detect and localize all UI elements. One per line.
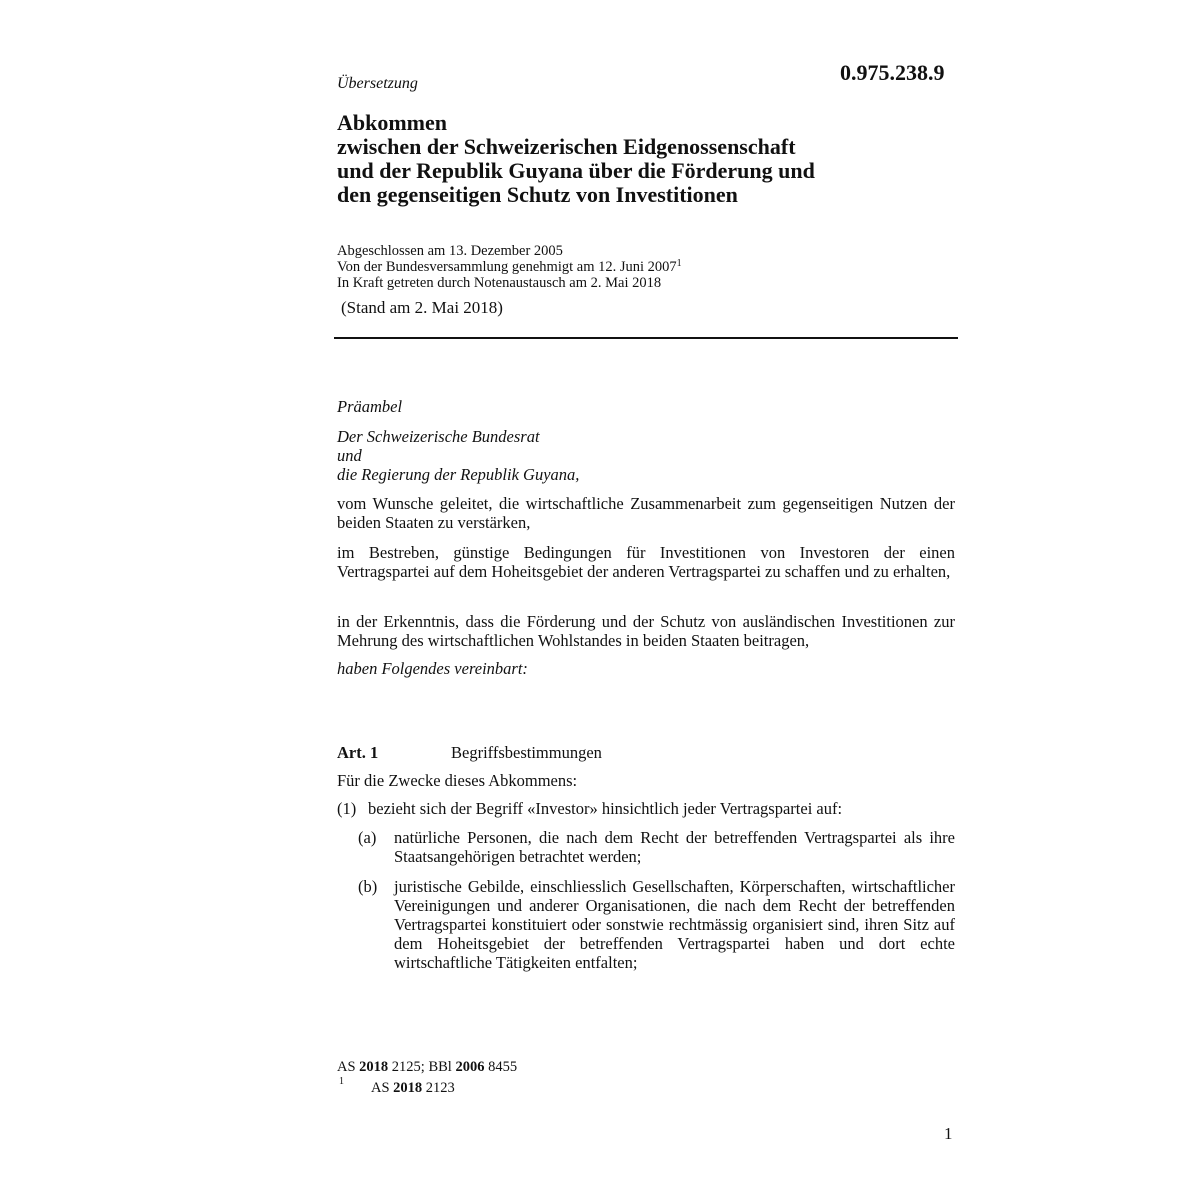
footnote-as-page: 2123	[422, 1080, 455, 1096]
concluded-date: Abgeschlossen am 13. Dezember 2005	[337, 243, 563, 259]
conjunction: und	[337, 446, 362, 465]
agreement-clause: haben Folgendes vereinbart:	[337, 659, 528, 678]
item-text: juristische Gebilde, einschliesslich Gesellschaften, Körperschaften, wirtschaftlicher Vereinigungen und anderer Organisationen, die nach dem Recht der betreffenden Vertragspartei konstituiert oder sonstwie rechtmässig organisiert sind, ihren Sitz auf dem Hoheitsgebiet der betreffenden Vertragspartei haben und dort echte wirtschaftliche Tätigkeiten entfalten;	[394, 877, 955, 972]
item-label: (b)	[358, 877, 378, 896]
source-bbl-year: 2006	[455, 1059, 485, 1075]
title-line: und der Republik Guyana über die Förderung und	[337, 158, 815, 183]
dates-block	[337, 243, 682, 291]
source-reference	[337, 1059, 517, 1076]
document-title	[337, 111, 957, 207]
footnote-mark: 1	[339, 1076, 344, 1087]
source-bbl-page: 8455	[484, 1059, 518, 1075]
article-title: Begriffsbestimmungen	[451, 743, 602, 762]
in-force-date: In Kraft getreten durch Notenaustausch am 2. Mai 2018	[337, 275, 662, 291]
item-label: (a)	[358, 828, 377, 847]
translation-label: Übersetzung	[337, 75, 418, 92]
source-as-page: 2125; BBl	[388, 1059, 456, 1075]
item-text: natürliche Personen, die nach dem Recht der betreffenden Vertragspartei als ihre Staatsangehörigen betrachtet werden;	[394, 828, 955, 866]
footnote-text	[371, 1080, 455, 1097]
paragraph-number: (1)	[337, 799, 357, 818]
source-as-year: 2018	[359, 1059, 389, 1075]
article-number: Art. 1	[337, 743, 379, 762]
stand-date: (Stand am 2. Mai 2018)	[341, 298, 503, 317]
document-number: 0.975.238.9	[840, 60, 945, 85]
recital: in der Erkenntnis, dass die Förderung und der Schutz von ausländischen Investitionen zur Mehrung des wirtschaftlichen Wohlstandes in beiden Staaten beitragen,	[337, 612, 955, 650]
party-guyana: die Regierung der Republik Guyana,	[337, 465, 580, 484]
title-line: den gegenseitigen Schutz von Investitionen	[337, 182, 738, 207]
article-intro: Für die Zwecke dieses Abkommens:	[337, 771, 578, 790]
footnote-as-year: 2018	[393, 1080, 423, 1096]
divider	[334, 337, 958, 339]
footnote-as-prefix: AS	[371, 1080, 394, 1096]
approved-date-line	[337, 259, 682, 275]
parties-block	[337, 427, 579, 484]
recital: im Bestreben, günstige Bedingungen für Investitionen von Investoren der einen Vertragspartei auf dem Hoheitsgebiet der anderen Vertragspartei zu schaffen und zu erhalten,	[337, 543, 955, 581]
recital: vom Wunsche geleitet, die wirtschaftliche Zusammenarbeit zum gegenseitigen Nutzen der beiden Staaten zu verstärken,	[337, 494, 955, 532]
party-switzerland: Der Schweizerische Bundesrat	[337, 427, 540, 446]
page-number: 1	[944, 1124, 953, 1143]
paragraph-text: bezieht sich der Begriff «Investor» hinsichtlich jeder Vertragspartei auf:	[368, 799, 843, 818]
approved-date: Von der Bundesversammlung genehmigt am 12. Juni 2007	[337, 259, 677, 275]
title-line: zwischen der Schweizerischen Eidgenossenschaft	[337, 134, 796, 159]
footnote-ref[interactable]: 1	[676, 258, 682, 269]
title-line: Abkommen	[337, 110, 448, 135]
source-as-prefix: AS	[337, 1059, 360, 1075]
preamble-heading: Präambel	[337, 397, 403, 416]
